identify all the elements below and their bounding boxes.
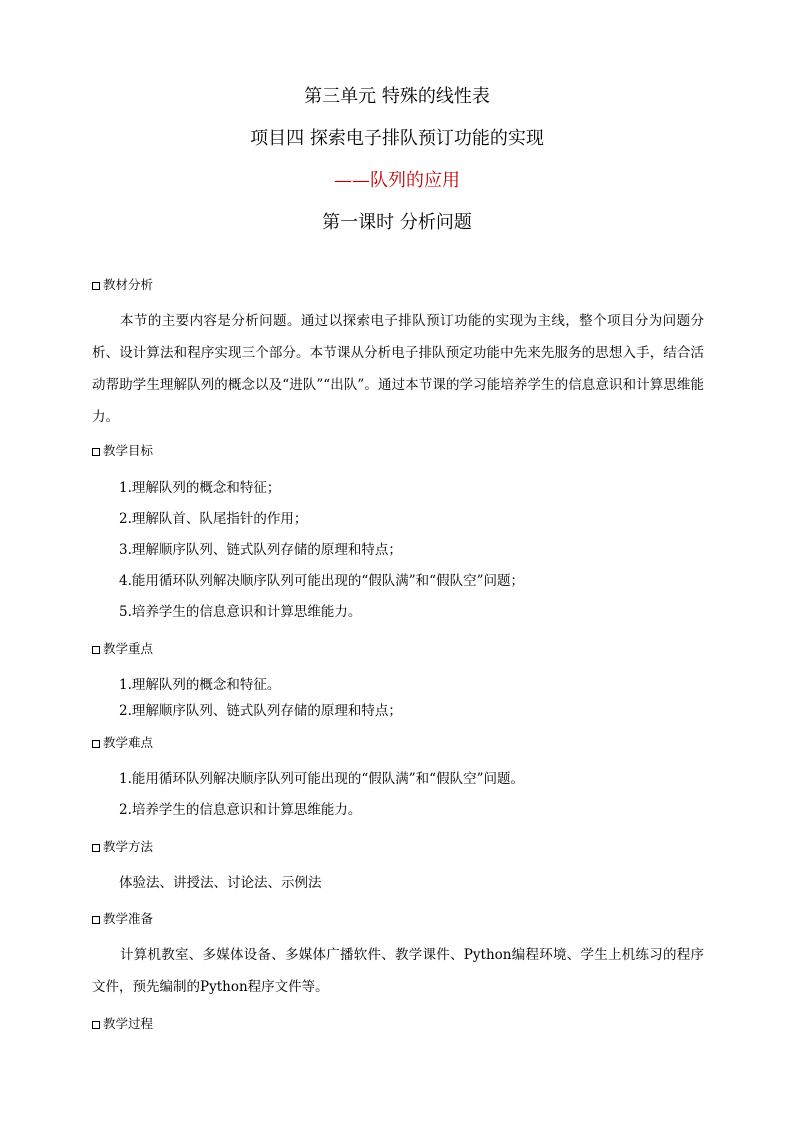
goal-item: 1.理解队列的概念和特征； xyxy=(119,480,281,496)
section-heading-label: 教学重点 xyxy=(103,641,154,656)
materials-paragraph: 本节的主要内容是分析问题。通过以探索电子排队预订功能的实现为主线，整个项目分为问题分析、设计算法和程序实现三个部分。本节课从分析电子排队预定功能中先来先服务的思想入手，结合活动帮助学生理解队列的概念以及“进队”“出队”。通过本节课的学习能培养学生的信息意识和计算思维能力。 xyxy=(92,313,704,425)
key-point-item: 2.理解顺序队列、链式队列存储的原理和特点； xyxy=(119,703,402,719)
section-heading-label: 教学准备 xyxy=(103,911,154,926)
section-heading-label: 教材分析 xyxy=(103,277,154,292)
preparation-paragraph: 计算机教室、多媒体设备、多媒体广播软件、教学课件、Python编程环境、学生上机练习的程序文件，预先编制的Python程序文件等。 xyxy=(92,947,704,995)
section-heading-goals xyxy=(92,442,153,460)
section-heading-label: 教学方法 xyxy=(103,839,154,854)
section-heading-difficulties xyxy=(92,734,153,752)
goal-item: 2.理解队首、队尾指针的作用； xyxy=(119,511,308,527)
checkbox-icon xyxy=(92,646,100,654)
section-heading-methods xyxy=(92,838,153,856)
checkbox-icon xyxy=(92,740,100,748)
unit-title: 第三单元 特殊的线性表 xyxy=(304,86,490,107)
checkbox-icon xyxy=(92,1021,100,1029)
difficulty-item: 2.培养学生的信息意识和计算思维能力。 xyxy=(119,802,362,818)
section-heading-label: 教学难点 xyxy=(103,735,154,750)
project-title: 项目四 探索电子排队预订功能的实现 xyxy=(250,128,544,149)
section-heading-key-points xyxy=(92,640,153,658)
key-point-item: 1.理解队列的概念和特征。 xyxy=(119,677,281,693)
section-heading-label: 教学目标 xyxy=(103,443,154,458)
checkbox-icon xyxy=(92,916,100,924)
section-heading-label: 教学过程 xyxy=(103,1016,154,1031)
checkbox-icon xyxy=(92,448,100,456)
subtitle: ——队列的应用 xyxy=(334,170,460,191)
checkbox-icon xyxy=(92,844,100,852)
goal-item: 5.培养学生的信息意识和计算思维能力。 xyxy=(119,604,362,620)
goal-item: 4.能用循环队列解决顺序队列可能出现的“假队满”和“假队空”问题； xyxy=(119,573,524,589)
goal-item: 3.理解顺序队列、链式队列存储的原理和特点； xyxy=(119,542,402,558)
methods-text: 体验法、讲授法、讨论法、示例法 xyxy=(119,875,322,891)
checkbox-icon xyxy=(92,282,100,290)
difficulty-item: 1.能用循环队列解决顺序队列可能出现的“假队满”和“假队空”问题。 xyxy=(119,771,524,787)
section-heading-materials xyxy=(92,276,153,294)
lesson-title: 第一课时 分析问题 xyxy=(322,212,472,233)
section-heading-process xyxy=(92,1015,153,1033)
section-heading-preparation xyxy=(92,910,153,928)
